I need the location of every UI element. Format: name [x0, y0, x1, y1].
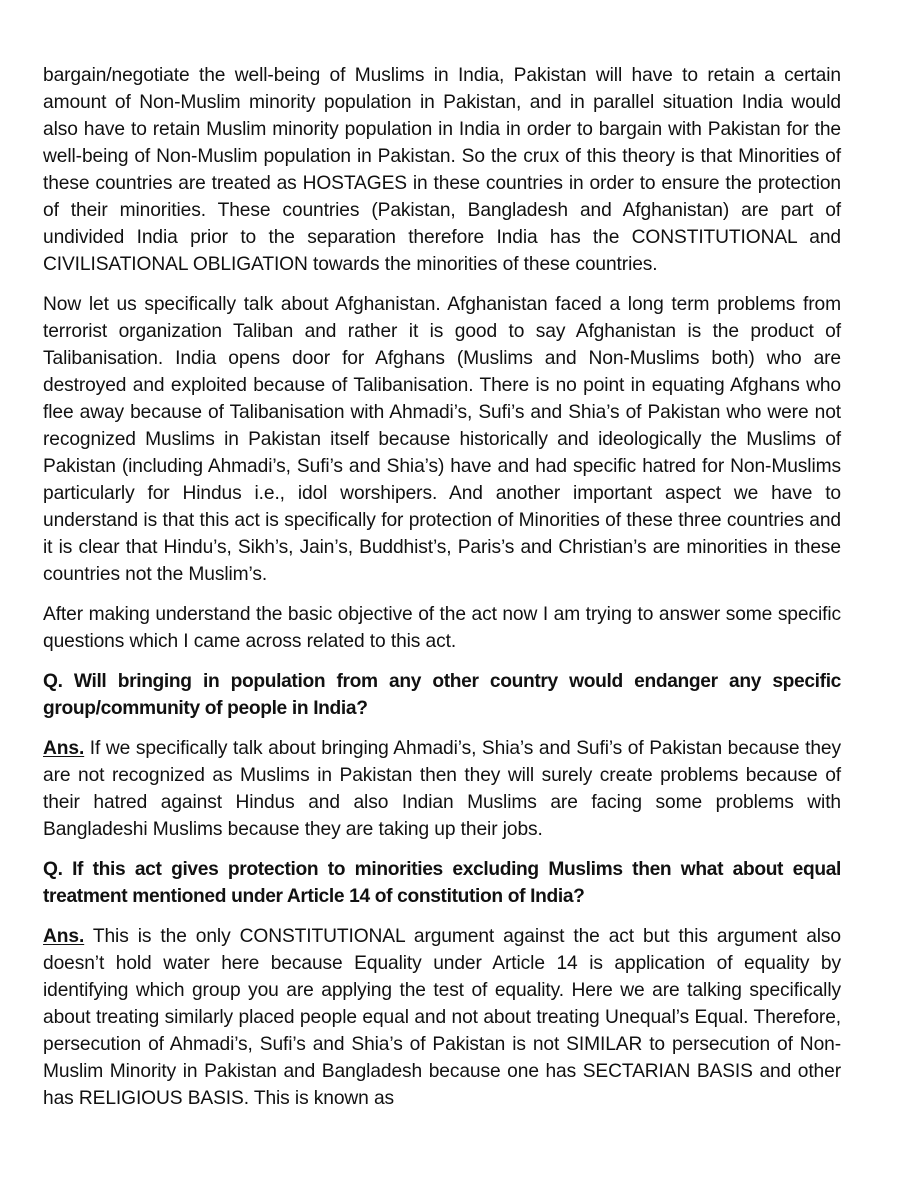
document-page: [43, 62, 841, 1125]
paragraph-objective: After making understand the basic objective of the act now I am trying to answer some specific questions which I came across related to this act.: [43, 604, 841, 652]
question-article-14: Q. If this act gives protection to minorities excluding Muslims then what about equal treatment mentioned under Article 14 of constitution of India?: [43, 859, 841, 907]
paragraph-hostage-theory: bargain/negotiate the well-being of Muslims in India, Pakistan will have to retain a certain amount of Non-Muslim minority population in Pakistan, and in parallel situation India would also have to retain Muslim minority population in India in order to bargain with Pakistan for the well-being of Non-Muslim population in Pakistan. So the crux of this theory is that Minorities of these countries are treated as HOSTAGES in these countries in order to ensure the protection of their minorities. These countries (Pakistan, Bangladesh and Afghanistan) are part of undivided India prior to the separation therefore India has the CONSTITUTIONAL and CIVILISATIONAL OBLIGATION towards the minorities of these countries.: [43, 65, 841, 275]
question-endanger: Q. Will bringing in population from any other country would endanger any specific group/community of people in India?: [43, 671, 841, 719]
answer-endanger: [43, 735, 841, 843]
answer-label: Ans.: [43, 926, 85, 947]
answer-text: This is the only CONSTITUTIONAL argument against the act but this argument also doesn’t hold water here because Equality under Article 14 is application of equality by identifying which group you are applying the test of equality. Here we are talking specifically about treating similarly placed people equal and not about treating Unequal’s Equal. Therefore, persecution of Ahmadi’s, Sufi’s and Shia’s of Pakistan is not SIMILAR to persecution of Non-Muslim Minority in Pakistan and Bangladesh because one has SECTARIAN BASIS and other has RELIGIOUS BASIS. This is known as: [43, 926, 841, 1109]
paragraph-afghanistan: Now let us specifically talk about Afghanistan. Afghanistan faced a long term problems from terrorist organization Taliban and rather it is good to say Afghanistan is the product of Talibanisation. India opens door for Afghans (Muslims and Non-Muslims both) who are destroyed and exploited because of Talibanisation. There is no point in equating Afghans who flee away because of Talibanisation with Ahmadi’s, Sufi’s and Shia’s of Pakistan who were not recognized Muslims in Pakistan itself because historically and ideologically the Muslims of Pakistan (including Ahmadi’s, Sufi’s and Shia’s) have and had specific hatred for Non-Muslims particularly for Hindus i.e., idol worshipers. And another important aspect we have to understand is that this act is specifically for protection of Minorities of these three countries and it is clear that Hindu’s, Sikh’s, Jain’s, Buddhist’s, Paris’s and Christian’s are minorities in these countries not the Muslim’s.: [43, 294, 841, 585]
answer-text: If we specifically talk about bringing Ahmadi’s, Shia’s and Sufi’s of Pakistan because they are not recognized as Muslims in Pakistan then they will surely create problems because of their hatred against Hindus and also Indian Muslims are facing some problems with Bangladeshi Muslims because they are taking up their jobs.: [43, 738, 841, 840]
answer-label: Ans.: [43, 738, 85, 759]
answer-article-14: [43, 923, 841, 1112]
